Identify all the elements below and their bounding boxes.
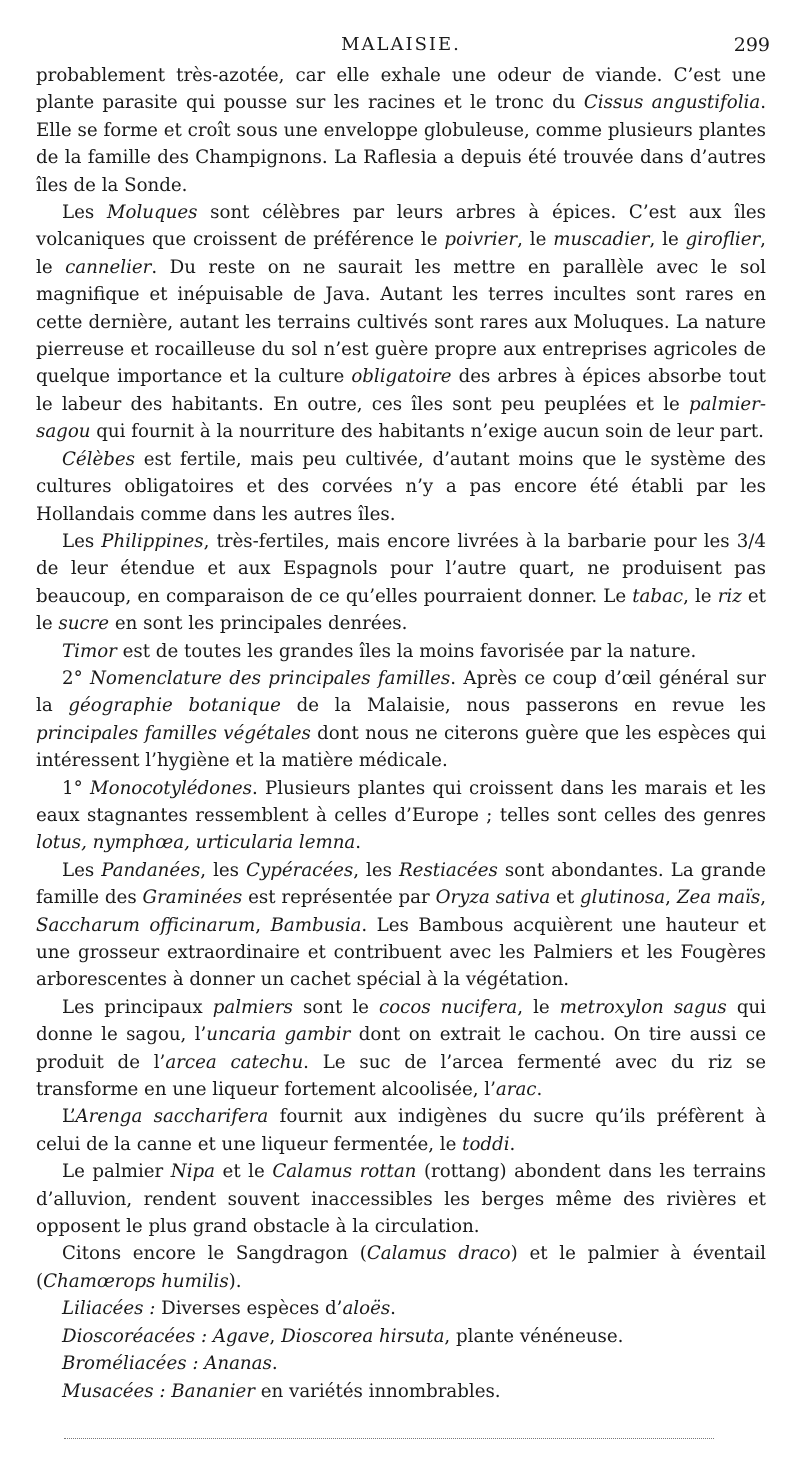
- text-run: Le palmier: [62, 1161, 171, 1183]
- paragraph-celebes: [36, 446, 766, 528]
- text-run: sont le: [292, 996, 380, 1018]
- italic-run: metroxylon sagus: [559, 996, 727, 1018]
- italic-run: palmiers: [212, 996, 293, 1018]
- text-run: .: [509, 1133, 516, 1155]
- text-run: dont on extrait le cachou. On tire aussi ce produit de l’: [36, 1024, 766, 1073]
- paragraph-sangdragon: [36, 1240, 766, 1295]
- italic-run: lotus, nymphœa, urticularia lemna: [36, 832, 356, 854]
- italic-run: aloës: [342, 1298, 391, 1320]
- italic-run: toddi: [462, 1133, 510, 1155]
- text-run: Les: [62, 859, 102, 881]
- text-run: ).: [228, 1270, 242, 1292]
- italic-run: Graminées: [142, 887, 243, 909]
- text-run: .: [271, 1353, 278, 1375]
- text-run: , le: [649, 229, 686, 251]
- text-run: Diverses espèces d’: [155, 1298, 343, 1320]
- text-run: , le: [517, 996, 560, 1018]
- paragraph-nomenclature: [36, 665, 766, 775]
- page-number: 299: [733, 34, 770, 56]
- text-run: . Après ce coup d’œil général sur la: [36, 667, 767, 717]
- text-run: . Plusieurs plantes qui croissent dans les marais et les eaux stagnantes ressemblent à celles d’Europe ; telles sont celles des genres: [36, 777, 766, 826]
- text-run: ,: [760, 887, 766, 909]
- italic-run: poivrier: [444, 229, 518, 251]
- paragraph-moluques: [36, 199, 766, 446]
- paragraph-nipa: [36, 1158, 766, 1240]
- text-run: , le: [517, 229, 554, 251]
- italic-run: riz: [717, 585, 742, 607]
- italic-run: Broméliacées : Ananas: [62, 1353, 272, 1375]
- italic-run: giroflier: [685, 229, 761, 251]
- italic-run: arcea catechu: [165, 1051, 304, 1073]
- text-run: fournit aux indigènes du sucre qu’ils préfèrent à celui de la canne et une liqueur fermentée, le: [36, 1106, 766, 1155]
- text-run: Les principaux: [62, 996, 213, 1018]
- text-run: Citons encore le Sangdragon (: [62, 1243, 367, 1265]
- text-run: ,: [665, 887, 677, 909]
- text-run: qui donne le sagou, l’: [36, 996, 766, 1046]
- italic-run: Dioscorea hirsuta: [281, 1325, 445, 1347]
- text-run: sont abondantes. La grande famille des: [36, 859, 766, 909]
- footer-dotted-rule: [64, 1438, 714, 1439]
- text-run: .: [536, 1079, 543, 1101]
- text-run: , le: [683, 585, 718, 607]
- text-run: ,: [255, 914, 271, 936]
- italic-run: géographie botanique: [68, 695, 281, 717]
- text-run: est de toutes les grandes îles la moins favorisée par la nature.: [116, 640, 697, 662]
- paragraph-timor: [36, 638, 766, 665]
- italic-run: Nomenclature des principales familles: [90, 667, 451, 689]
- text-run: (rottang) abondent dans les terrains d’alluvion, rendent souvent inaccessibles les berges même des rivières et opposent le plus grand obstacle à la circulation.: [36, 1161, 767, 1238]
- text-run: 1°: [62, 777, 90, 799]
- text-run: dont nous ne citerons guère que les espèces qui intéressent l’hygiène et la matière médicale.: [36, 722, 766, 772]
- paragraph-philippines: [36, 528, 766, 638]
- book-page: [36, 30, 770, 1405]
- text-run: , le: [36, 229, 766, 278]
- text-run: en sont les principales denrées.: [109, 613, 408, 635]
- paragraph-palmiers: [36, 994, 766, 1104]
- italic-run: glutinosa: [580, 887, 666, 909]
- text-run: Les: [62, 202, 107, 224]
- italic-run: cocos nucifera: [379, 996, 518, 1018]
- paragraph-dioscoreacees: [36, 1323, 766, 1350]
- text-run: .: [355, 832, 362, 854]
- text-run: , les: [353, 859, 399, 881]
- italic-run: obligatoire: [351, 366, 452, 388]
- italic-run: Calamus rottan: [272, 1161, 417, 1183]
- text-run: qui fournit à la nourriture des habitants n’exige aucun soin de leur part.: [90, 421, 764, 443]
- italic-run: principales familles végétales: [36, 722, 311, 744]
- text-run: ,: [269, 1325, 282, 1347]
- page-body: [36, 62, 766, 1405]
- italic-run: Moluques: [106, 202, 198, 224]
- italic-run: Cissus angustifolia: [583, 92, 761, 114]
- italic-run: Zea maïs: [676, 887, 761, 909]
- italic-run: Pandanées: [101, 859, 201, 881]
- italic-run: Restiacées: [398, 859, 498, 881]
- italic-run: Dioscoréacées : Agave: [62, 1325, 270, 1347]
- text-run: et le: [36, 585, 766, 635]
- italic-run: Bambusia: [270, 914, 362, 936]
- italic-run: sucre: [58, 613, 110, 635]
- italic-run: cannelier: [65, 256, 152, 278]
- italic-run: muscadier: [553, 229, 650, 251]
- text-run: . Les Bambous acquièrent une hauteur et une grosseur extraordinaire et contribuent avec les Palmiers et les Fougères arborescentes à donner un cachet spécial à la végétation.: [36, 914, 766, 991]
- text-run: ) et le palmier à éventail (: [36, 1243, 766, 1292]
- paragraph-liliacees: [36, 1295, 766, 1322]
- paragraph-raflesia: [36, 62, 766, 199]
- text-run: , les: [200, 859, 247, 881]
- paragraph-musacees: [36, 1378, 766, 1405]
- text-run: en variétés innombrables.: [255, 1380, 501, 1402]
- italic-run: Monocotylédones: [90, 777, 252, 799]
- text-run: . Du reste on ne saurait les mettre en parallèle avec le sol magnifique et inépuisable de Java. Autant les terres incultes sont rares en cette dernière, autant les terrains cultivés sont rares aux Moluques. La nature pierreuse et rocailleuse du sol n’est guère propre aux entreprises agricoles de quelque importance et la culture: [36, 256, 766, 388]
- paragraph-monocotyledones: [36, 775, 766, 857]
- italic-run: Cypéracées: [246, 859, 354, 881]
- italic-run: palmier-sagou: [36, 393, 766, 443]
- text-run: des arbres à épices absorbe tout le labeur des habitants. En outre, ces îles sont peu peuplées et le: [36, 366, 766, 415]
- italic-run: Musacées : Bananier: [62, 1380, 256, 1402]
- italic-run: Chamœrops humilis: [43, 1270, 229, 1292]
- italic-run: Saccharum officinarum: [36, 914, 256, 936]
- text-run: et: [550, 887, 581, 909]
- italic-run: Liliacées :: [62, 1298, 156, 1320]
- italic-run: Philippines: [101, 530, 204, 552]
- text-run: est fertile, mais peu cultivée, d’autant moins que le système des cultures obligatoires et des corvées n’y a pas encore été établi par les Hollandais comme dans les autres îles.: [36, 448, 766, 525]
- italic-run: Célèbes: [62, 448, 135, 470]
- italic-run: uncaria gambir: [206, 1024, 351, 1046]
- running-title: MALAISIE.: [341, 34, 461, 55]
- italic-run: arac: [495, 1079, 537, 1101]
- paragraph-pandanees: [36, 857, 766, 994]
- italic-run: tabac: [632, 585, 684, 607]
- text-run: et le: [215, 1161, 273, 1183]
- text-run: de la Malaisie, nous passerons en revue les: [280, 695, 766, 717]
- italic-run: Timor: [62, 640, 117, 662]
- text-run: . Elle se forme et croît sous une enveloppe globuleuse, comme plusieurs plantes de la famille des Champignons. La Raflesia a depuis été trouvée dans d’autres îles de la Sonde.: [36, 92, 767, 196]
- text-run: L’: [62, 1106, 76, 1128]
- text-run: 2°: [62, 667, 90, 689]
- italic-run: Calamus draco: [366, 1243, 511, 1265]
- italic-run: Oryza sativa: [435, 887, 551, 909]
- text-run: , très-fertiles, mais encore livrées à la barbarie pour les 3/4 de leur étendue et aux Espagnols pour l’autre quart, ne produisent pas beaucoup, en comparaison de ce qu’elles pourraient donner. Le: [36, 530, 766, 607]
- paragraph-bromeliacees: [36, 1350, 766, 1377]
- paragraph-arenga: [36, 1103, 766, 1158]
- page-header: [36, 30, 770, 62]
- text-run: probablement très-azotée, car elle exhale une odeur de viande. C’est une plante parasite qui pousse sur les racines et le tronc du: [36, 65, 766, 114]
- text-run: . Le suc de l’arcea fermenté avec du riz se transforme en une liqueur fortement alcoolisée, l’: [36, 1051, 766, 1101]
- italic-run: Arenga saccharifera: [75, 1106, 269, 1128]
- text-run: sont célèbres par leurs arbres à épices. C’est aux îles volcaniques que croissent de préférence le: [36, 202, 766, 251]
- text-run: .: [390, 1298, 396, 1320]
- text-run: est représentée par: [242, 887, 436, 909]
- italic-run: Nipa: [170, 1161, 215, 1183]
- text-run: , plante vénéneuse.: [444, 1325, 624, 1347]
- text-run: Les: [62, 530, 102, 552]
